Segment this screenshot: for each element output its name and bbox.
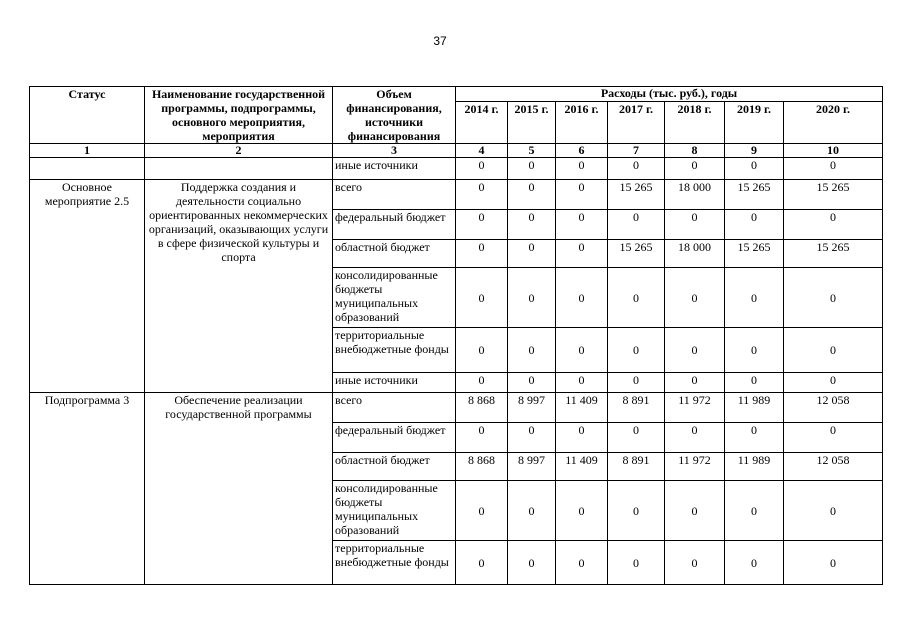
value-cell: 0: [508, 210, 556, 240]
header-year: 2014 г.: [456, 101, 508, 144]
source-cell: консолидированные бюджеты муниципальных образований: [333, 268, 456, 328]
value-cell: 0: [556, 423, 608, 453]
column-number: 1: [30, 144, 145, 158]
value-cell: 11 409: [556, 393, 608, 423]
value-cell: 0: [784, 423, 883, 453]
value-cell: 0: [456, 240, 508, 268]
source-cell: всего: [333, 393, 456, 423]
value-cell: 0: [508, 373, 556, 393]
value-cell: 0: [784, 541, 883, 585]
value-cell: 0: [725, 373, 784, 393]
value-cell: 0: [608, 210, 665, 240]
status-cell: [30, 158, 145, 180]
source-cell: территориальные внебюджетные фонды: [333, 541, 456, 585]
value-cell: 0: [725, 328, 784, 373]
value-cell: 0: [456, 481, 508, 541]
value-cell: 0: [456, 268, 508, 328]
name-cell: Обеспечение реализации государственной программы: [145, 393, 333, 585]
value-cell: 15 265: [784, 180, 883, 210]
value-cell: 0: [456, 158, 508, 180]
value-cell: 0: [608, 481, 665, 541]
value-cell: 0: [784, 373, 883, 393]
value-cell: 0: [508, 541, 556, 585]
value-cell: 0: [508, 180, 556, 210]
source-cell: территориальные внебюджетные фонды: [333, 328, 456, 373]
value-cell: 0: [725, 158, 784, 180]
value-cell: 8 997: [508, 393, 556, 423]
value-cell: 0: [665, 423, 725, 453]
source-cell: федеральный бюджет: [333, 423, 456, 453]
value-cell: 0: [456, 328, 508, 373]
column-number: 6: [556, 144, 608, 158]
source-cell: областной бюджет: [333, 240, 456, 268]
column-number: 2: [145, 144, 333, 158]
value-cell: 8 868: [456, 453, 508, 481]
value-cell: 0: [725, 481, 784, 541]
value-cell: 11 409: [556, 453, 608, 481]
status-cell: Подпрограмма 3: [30, 393, 145, 585]
header-expenses: Расходы (тыс. руб.), годы: [456, 87, 883, 102]
header-name: Наименование государственной программы, подпрограммы, основного мероприятия, мероприятия: [145, 87, 333, 144]
value-cell: 0: [665, 481, 725, 541]
value-cell: 0: [608, 423, 665, 453]
column-number: 10: [784, 144, 883, 158]
source-cell: областной бюджет: [333, 453, 456, 481]
value-cell: 0: [608, 268, 665, 328]
value-cell: 12 058: [784, 453, 883, 481]
header-status: Статус: [30, 87, 145, 144]
column-number: 9: [725, 144, 784, 158]
value-cell: 0: [784, 158, 883, 180]
value-cell: 0: [508, 328, 556, 373]
value-cell: 0: [556, 541, 608, 585]
value-cell: 0: [665, 541, 725, 585]
value-cell: 11 972: [665, 393, 725, 423]
value-cell: 11 989: [725, 453, 784, 481]
value-cell: 0: [508, 268, 556, 328]
source-cell: всего: [333, 180, 456, 210]
value-cell: 0: [556, 328, 608, 373]
value-cell: 0: [725, 268, 784, 328]
value-cell: 0: [556, 158, 608, 180]
header-year: 2019 г.: [725, 101, 784, 144]
name-cell: Поддержка создания и деятельности социально ориентированных некоммерческих организаций, оказывающих услуги в сфере физической культуры и спорта: [145, 180, 333, 393]
column-number: 3: [333, 144, 456, 158]
name-cell: [145, 158, 333, 180]
table-row: [30, 180, 883, 210]
header-year: 2016 г.: [556, 101, 608, 144]
source-cell: консолидированные бюджеты муниципальных образований: [333, 481, 456, 541]
value-cell: 0: [784, 481, 883, 541]
value-cell: 0: [556, 240, 608, 268]
value-cell: 0: [508, 481, 556, 541]
value-cell: 8 891: [608, 453, 665, 481]
header-year: 2017 г.: [608, 101, 665, 144]
value-cell: 0: [784, 268, 883, 328]
value-cell: 15 265: [725, 180, 784, 210]
value-cell: 8 891: [608, 393, 665, 423]
value-cell: 0: [608, 328, 665, 373]
value-cell: 18 000: [665, 240, 725, 268]
table-row: [30, 393, 883, 423]
header-year: 2020 г.: [784, 101, 883, 144]
value-cell: 0: [508, 240, 556, 268]
budget-table: [29, 86, 883, 585]
value-cell: 15 265: [725, 240, 784, 268]
value-cell: 0: [556, 373, 608, 393]
value-cell: 0: [556, 268, 608, 328]
value-cell: 0: [665, 268, 725, 328]
value-cell: 0: [725, 210, 784, 240]
value-cell: 15 265: [608, 180, 665, 210]
value-cell: 0: [456, 373, 508, 393]
value-cell: 11 989: [725, 393, 784, 423]
column-number: 4: [456, 144, 508, 158]
value-cell: 0: [784, 328, 883, 373]
value-cell: 0: [608, 158, 665, 180]
value-cell: 12 058: [784, 393, 883, 423]
value-cell: 0: [556, 180, 608, 210]
page-number: 37: [433, 34, 447, 48]
value-cell: 0: [456, 210, 508, 240]
value-cell: 18 000: [665, 180, 725, 210]
column-number: 7: [608, 144, 665, 158]
header-year: 2018 г.: [665, 101, 725, 144]
value-cell: 0: [725, 541, 784, 585]
value-cell: 0: [608, 373, 665, 393]
value-cell: 8 868: [456, 393, 508, 423]
value-cell: 15 265: [784, 240, 883, 268]
value-cell: 0: [556, 481, 608, 541]
value-cell: 0: [608, 541, 665, 585]
value-cell: 0: [665, 158, 725, 180]
value-cell: 15 265: [608, 240, 665, 268]
header-volume: Объем финансирования, источники финансирования: [333, 87, 456, 144]
header-year: 2015 г.: [508, 101, 556, 144]
value-cell: 0: [556, 210, 608, 240]
table-row: [30, 158, 883, 180]
value-cell: 0: [456, 423, 508, 453]
column-number: 5: [508, 144, 556, 158]
value-cell: 0: [456, 541, 508, 585]
column-number: 8: [665, 144, 725, 158]
value-cell: 0: [456, 180, 508, 210]
source-cell: иные источники: [333, 158, 456, 180]
value-cell: 0: [665, 328, 725, 373]
value-cell: 0: [665, 373, 725, 393]
value-cell: 0: [665, 210, 725, 240]
source-cell: федеральный бюджет: [333, 210, 456, 240]
value-cell: 8 997: [508, 453, 556, 481]
value-cell: 0: [508, 423, 556, 453]
value-cell: 11 972: [665, 453, 725, 481]
value-cell: 0: [508, 158, 556, 180]
value-cell: 0: [784, 210, 883, 240]
status-cell: Основное мероприятие 2.5: [30, 180, 145, 393]
value-cell: 0: [725, 423, 784, 453]
source-cell: иные источники: [333, 373, 456, 393]
